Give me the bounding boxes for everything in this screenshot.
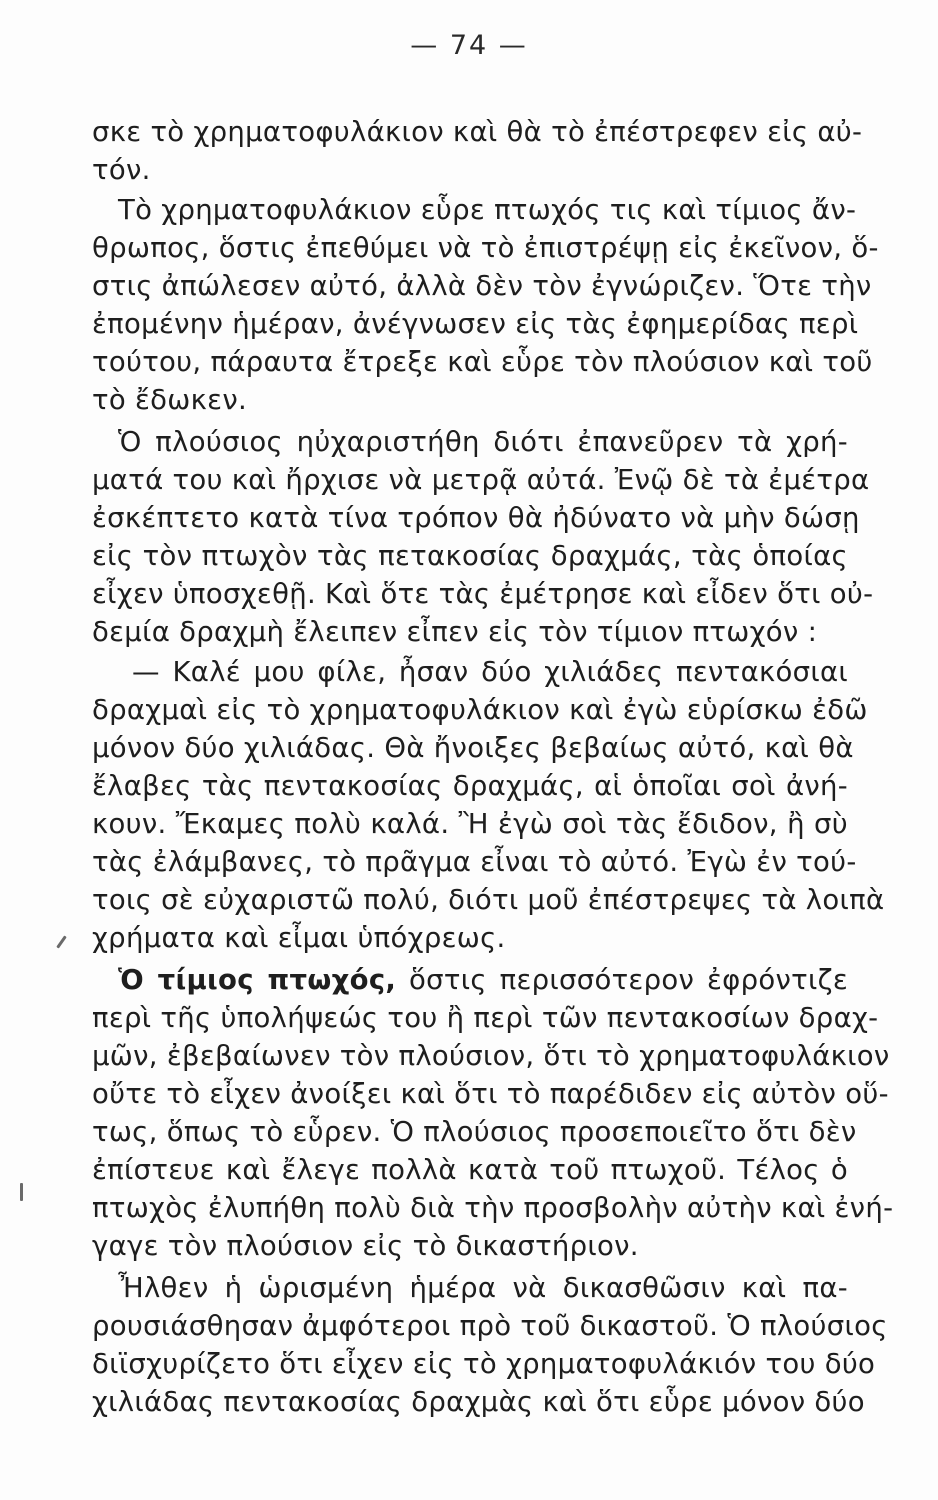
text-line: μῶν, ἐβεβαίωνεν τὸν πλούσιον, ὅτι τὸ χρηματοφυλάκιον: [92, 1040, 890, 1072]
text-line: Ὁ πλούσιος ηὐχαριστήθη διότι ἐπανεῦρεν τὰ χρή-: [118, 426, 848, 458]
text-line: τὸ ἔδωκεν.: [92, 384, 248, 416]
text-line: μόνον δύο χιλιάδας. Θὰ ἤνοιξες βεβαίως αὐτό, καὶ θὰ: [92, 732, 854, 764]
text-line: ρουσιάσθησαν ἀμφότεροι πρὸ τοῦ δικαστοῦ. Ὁ πλούσιος: [92, 1310, 888, 1342]
text-line: διϊσχυρίζετο ὅτι εἶχεν εἰς τὸ χρηματοφυλάκιόν του δύο: [92, 1348, 876, 1380]
text-line: θρωπος, ὅστις ἐπεθύμει νὰ τὸ ἐπιστρέψῃ εἰς ἐκεῖνον, ὅ-: [92, 232, 879, 264]
text-line: γαγε τὸν πλούσιον εἰς τὸ δικαστήριον.: [92, 1230, 639, 1262]
text-line: δραχμαὶ εἰς τὸ χρηματοφυλάκιον καὶ ἐγὼ εὑρίσκω ἐδῶ: [92, 694, 868, 726]
bold-phrase: Ὁ τίμιος πτωχός,: [118, 964, 397, 996]
text-line: χιλιάδας πεντακοσίας δραχμὰς καὶ ὅτι εὗρε μόνον δύο: [92, 1386, 865, 1418]
scan-speck: [56, 935, 66, 948]
text-line: τὰς ἐλάμβανες, τὸ πρᾶγμα εἶναι τὸ αὐτό. Ἐγὼ ἐν τού-: [92, 846, 857, 878]
text-line: τως, ὅπως τὸ εὗρεν. Ὁ πλούσιος προσεποιεῖτο ὅτι δὲν: [92, 1116, 857, 1148]
text-line: εἰς τὸν πτωχὸν τὰς πετακοσίας δραχμάς, τὰς ὁποίας: [92, 540, 848, 572]
text-line: Τὸ χρηματοφυλάκιον εὗρε πτωχός τις καὶ τίμιος ἄν-: [118, 194, 857, 226]
text-line: σκε τὸ χρηματοφυλάκιον καὶ θὰ τὸ ἐπέστρεφεν εἰς αὐ-: [92, 116, 863, 148]
text-line: ἐπίστευε καὶ ἔλεγε πολλὰ κατὰ τοῦ πτωχοῦ. Τέλος ὁ: [92, 1154, 848, 1186]
text-line: στις ἀπώλεσεν αὐτό, ἀλλὰ δὲν τὸν ἐγνώριζεν. Ὅτε τὴν: [92, 270, 872, 302]
text-line: χρήματα καὶ εἶμαι ὑπόχρεως.: [92, 922, 506, 954]
text-line: τοις σὲ εὐχαριστῶ πολύ, διότι μοῦ ἐπέστρεψες τὰ λοιπὰ: [92, 884, 885, 916]
text-line: τόν.: [92, 154, 151, 186]
text-line: Ἦλθεν ἡ ὡρισμένη ἡμέρα νὰ δικασθῶσιν καὶ πα-: [118, 1272, 848, 1304]
text-line: εἶχεν ὑποσχεθῇ. Καὶ ὅτε τὰς ἐμέτρησε καὶ εἶδεν ὅτι οὐ-: [92, 578, 874, 610]
text-line: ματά του καὶ ἤρχισε νὰ μετρᾷ αὐτά. Ἐνῷ δὲ τὰ ἐμέτρα: [92, 464, 870, 496]
text-line: κουν. Ἔκαμες πολὺ καλά. Ἢ ἐγὼ σοὶ τὰς ἔδιδον, ἢ σὺ: [92, 808, 848, 840]
text-line-bold-start: [118, 960, 848, 1000]
text-line: πτωχὸς ἐλυπήθη πολὺ διὰ τὴν προσβολὴν αὐτὴν καὶ ἐνή-: [92, 1192, 894, 1224]
text-line: δεμία δραχμὴ ἔλειπεν εἶπεν εἰς τὸν τίμιον πτωχόν :: [92, 616, 818, 648]
text-line: ἐπομένην ἡμέραν, ἀνέγνωσεν εἰς τὰς ἐφημερίδας περὶ: [92, 308, 859, 340]
page-number: — 74 —: [410, 30, 528, 61]
text-fragment: ὅστις περισσότερον ἐφρόντιζε: [396, 964, 848, 996]
text-line: οὔτε τὸ εἶχεν ἀνοίξει καὶ ὅτι τὸ παρέδιδεν εἰς αὐτὸν οὕ-: [92, 1078, 889, 1110]
text-line: — Καλέ μου φίλε, ἦσαν δύο χιλιάδες πεντακόσιαι: [132, 656, 848, 688]
text-line: ἐσκέπτετο κατὰ τίνα τρόπον θὰ ἠδύνατο νὰ μὴν δώσῃ: [92, 502, 860, 534]
scan-speck: [20, 1183, 23, 1201]
text-line: τούτου, πάραυτα ἔτρεξε καὶ εὗρε τὸν πλούσιον καὶ τοῦ: [92, 346, 873, 378]
text-line: ἔλαβες τὰς πεντακοσίας δραχμάς, αἱ ὁποῖαι σοὶ ἀνή-: [92, 770, 848, 802]
text-line: περὶ τῆς ὑπολήψεώς του ἢ περὶ τῶν πεντακοσίων δραχ-: [92, 1002, 879, 1034]
